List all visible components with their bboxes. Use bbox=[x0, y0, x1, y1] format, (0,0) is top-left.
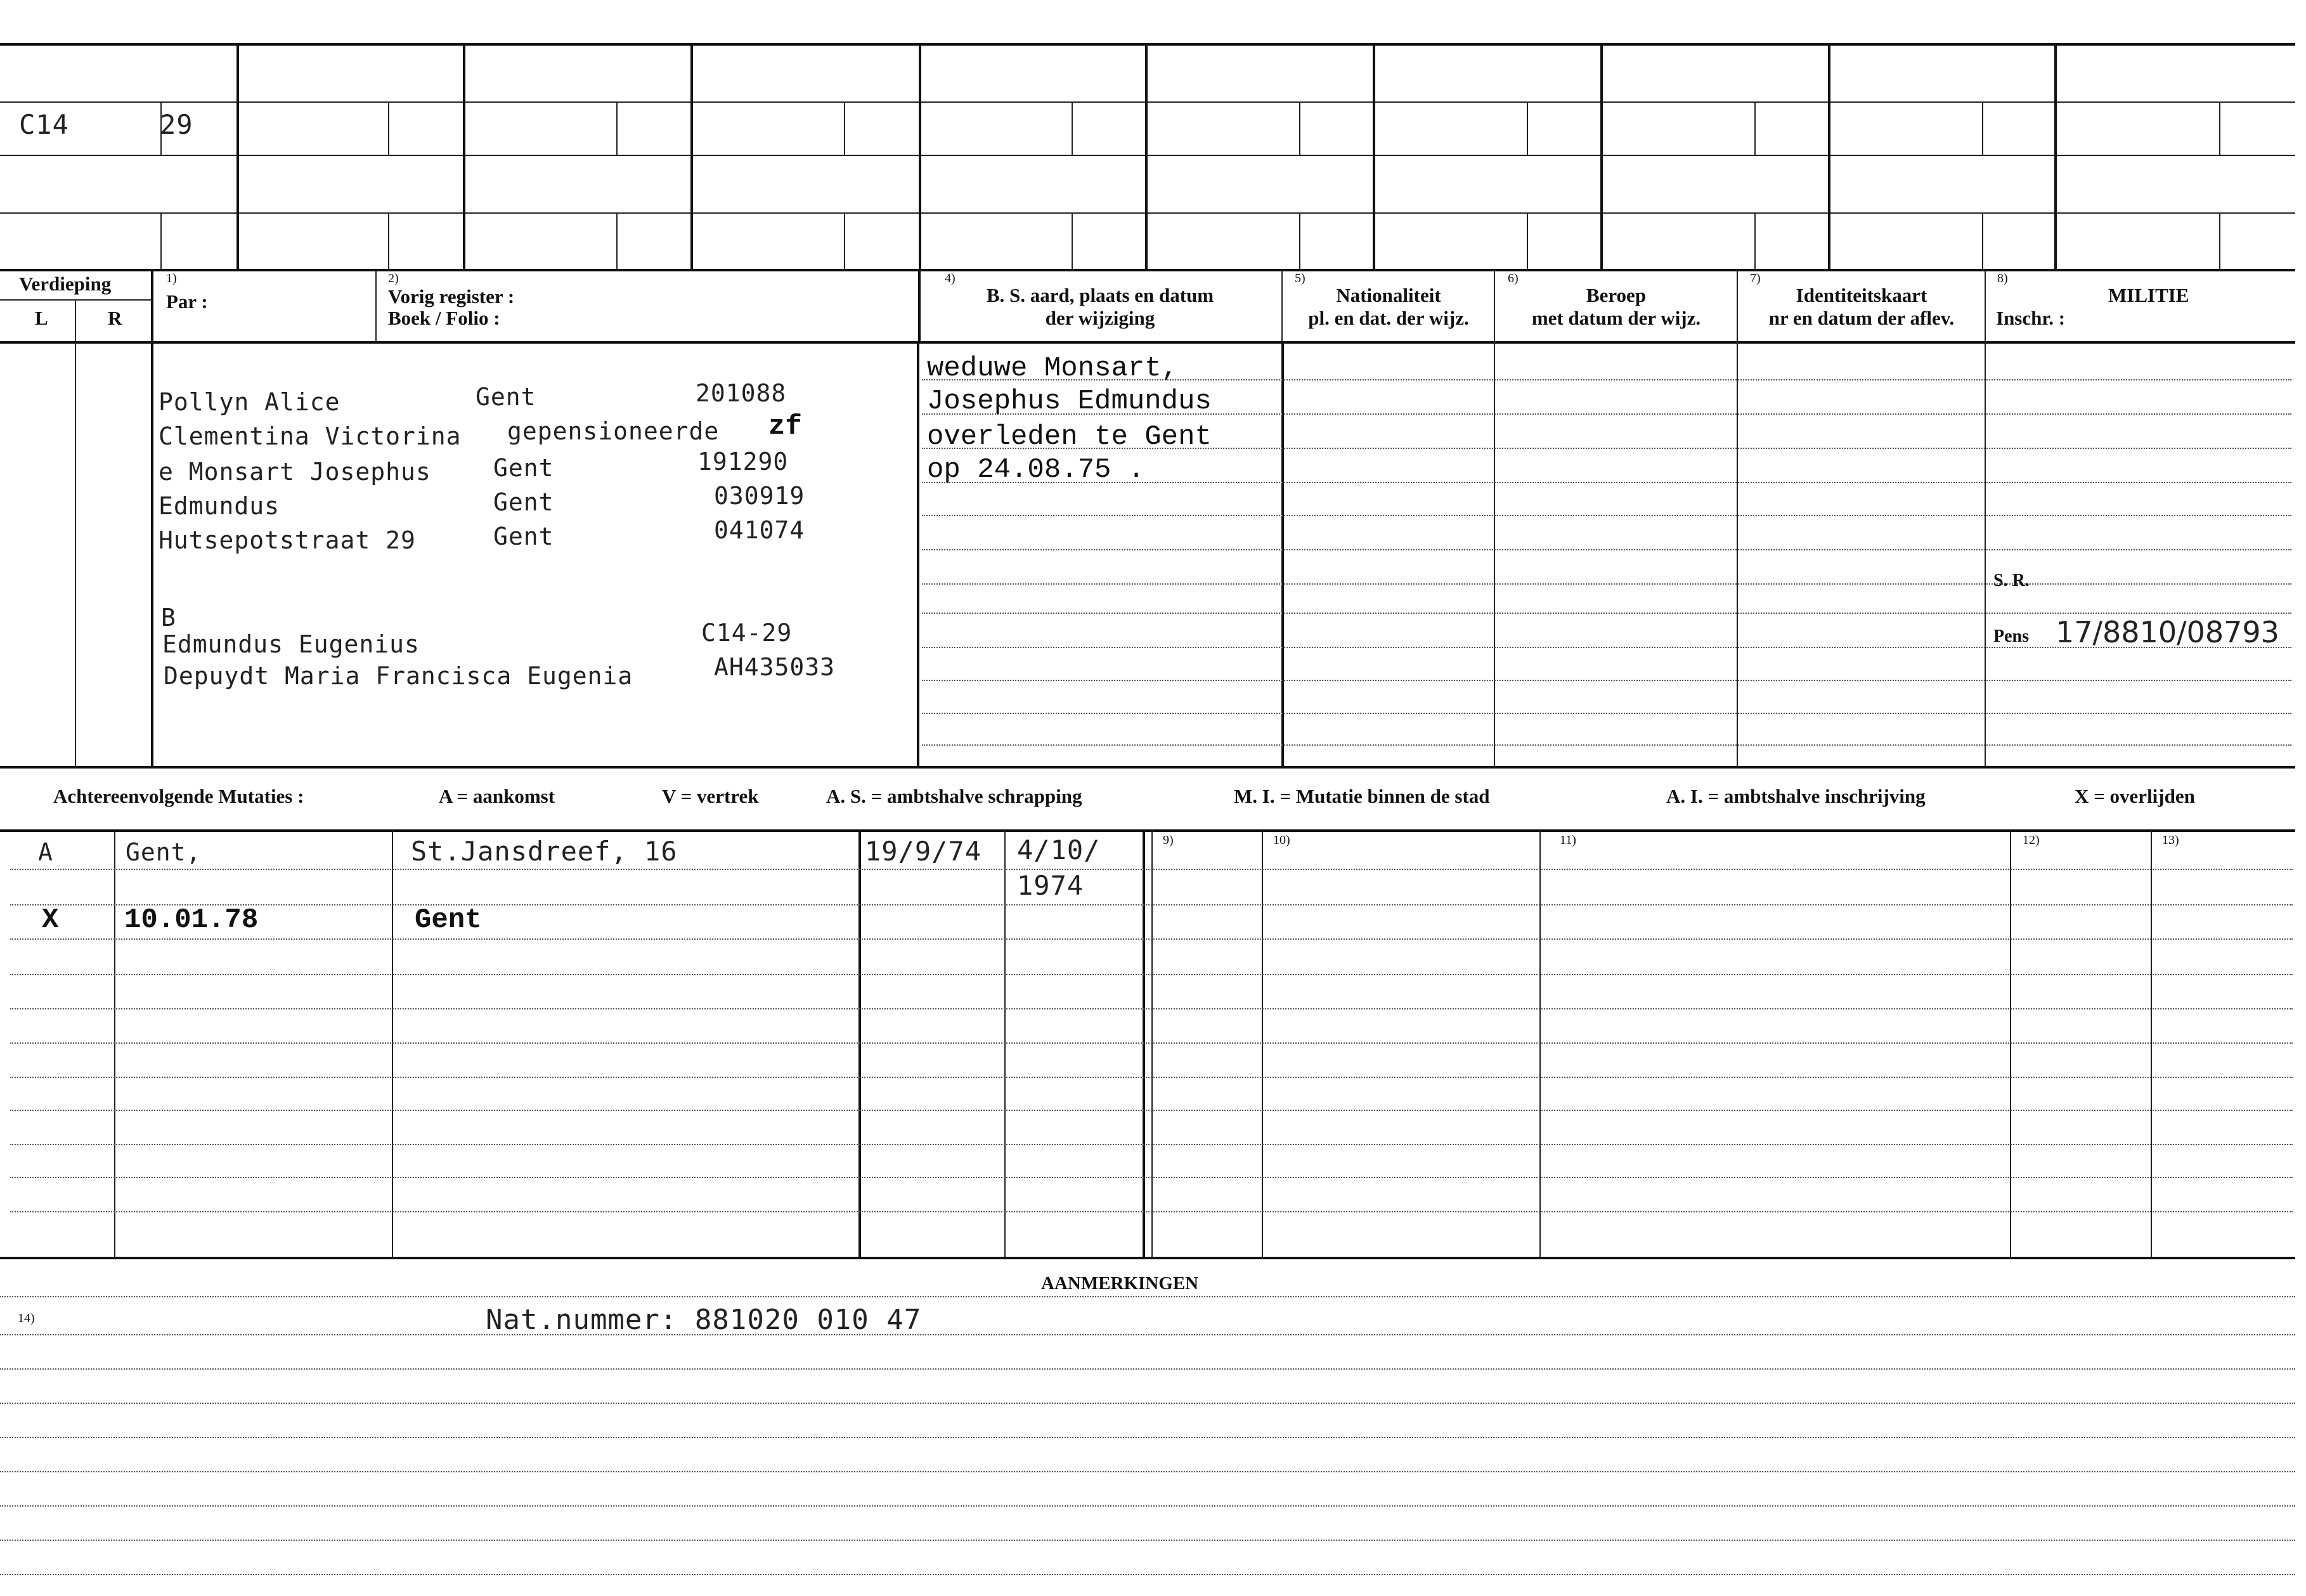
verdieping-label: Verdieping bbox=[19, 273, 112, 295]
person-birthdate: 201088 bbox=[696, 379, 787, 407]
section-b-partner-ref: AH435033 bbox=[714, 653, 836, 681]
mutation-address: St.Jansdreef, 16 bbox=[411, 836, 678, 867]
bs-entry-line3: overleden te Gent bbox=[927, 421, 1212, 453]
beroep-header-line1: Beroep bbox=[1586, 284, 1647, 306]
remarks-text: Nat.nummer: 881020 010 47 bbox=[486, 1304, 922, 1336]
mutation-date2b: 1974 bbox=[1017, 870, 1084, 901]
field-4-number: 4) bbox=[945, 271, 955, 285]
mutation-place: Gent bbox=[415, 904, 482, 936]
field-6-number: 6) bbox=[1508, 271, 1519, 285]
mut-col-10-number: 10) bbox=[1273, 833, 1290, 847]
legend-x: X = overlijden bbox=[2075, 785, 2195, 807]
militie-header: MILITIE bbox=[2108, 284, 2189, 306]
beroep-header bbox=[1496, 284, 1736, 330]
nat-header-line2: pl. en dat. der wijz. bbox=[1308, 307, 1469, 329]
vorig-register-label: Vorig register : bbox=[388, 285, 515, 308]
mutation-type: A bbox=[38, 838, 53, 866]
top-number: 29 bbox=[160, 109, 193, 140]
nationaliteit-header bbox=[1284, 284, 1493, 330]
bs-entry-line2: Josephus Edmundus bbox=[927, 386, 1212, 417]
spouse-line: e Monsart Josephus bbox=[159, 458, 431, 486]
person-name: Pollyn Alice bbox=[159, 388, 340, 416]
mut-col-11-number: 11) bbox=[1560, 833, 1576, 847]
legend-title: Achtereenvolgende Mutaties : bbox=[53, 785, 304, 807]
mutation-place: Gent, bbox=[126, 838, 202, 866]
inschr-label: Inschr. : bbox=[1996, 307, 2066, 329]
bs-entry-line1: weduwe Monsart, bbox=[927, 353, 1179, 384]
spouse-date: 030919 bbox=[714, 482, 805, 510]
pens-value: 17/8810/08793 bbox=[2056, 615, 2279, 649]
field-7-number: 7) bbox=[1750, 271, 1761, 285]
field-5-number: 5) bbox=[1295, 271, 1305, 285]
field-2-number: 2) bbox=[388, 271, 399, 285]
person-occupation: gepensioneerde bbox=[507, 417, 720, 445]
legend-as: A. S. = ambtshalve schrapping bbox=[826, 785, 1082, 807]
mut-col-9-number: 9) bbox=[1163, 833, 1174, 847]
remarks-field-number: 14) bbox=[18, 1311, 35, 1325]
section-b-ref: C14-29 bbox=[701, 619, 793, 647]
person-given-names: Clementina Victorina bbox=[159, 422, 462, 450]
beroep-header-line2: met datum der wijz. bbox=[1531, 307, 1701, 329]
legend-mi: M. I. = Mutatie binnen de stad bbox=[1234, 785, 1490, 807]
spouse-name-cont: Edmundus bbox=[159, 492, 280, 520]
person-status: zf bbox=[768, 411, 802, 443]
mutation-date1: 19/9/74 bbox=[865, 836, 982, 867]
spouse-birthplace: Gent bbox=[493, 454, 554, 482]
address-date: 041074 bbox=[714, 516, 805, 544]
legend-v: V = vertrek bbox=[662, 785, 759, 807]
address-line: Hutsepotstraat 29 bbox=[159, 526, 416, 554]
col-r-label: R bbox=[108, 307, 122, 329]
spouse-birthdate: 191290 bbox=[697, 448, 789, 476]
bs-header-line2: der wijziging bbox=[1045, 307, 1155, 329]
section-b-partner: Depuydt Maria Francisca Eugenia bbox=[164, 662, 633, 690]
address-city: Gent bbox=[493, 522, 554, 550]
spouse-place: Gent bbox=[493, 488, 554, 516]
legend-a: A = aankomst bbox=[439, 785, 555, 807]
section-b-marker: B bbox=[161, 604, 176, 632]
mut-col-12-number: 12) bbox=[2023, 833, 2040, 847]
par-label: Par : bbox=[166, 290, 208, 313]
pens-label: Pens bbox=[1993, 626, 2029, 646]
field-8-number: 8) bbox=[1997, 271, 2008, 285]
sr-label: S. R. bbox=[1993, 571, 2030, 590]
bs-entry-line4: op 24.08.75 . bbox=[927, 454, 1145, 486]
mutation-date2a: 4/10/ bbox=[1017, 834, 1101, 866]
bs-header-line1: B. S. aard, plaats en datum bbox=[986, 284, 1214, 306]
identiteitskaart-header bbox=[1739, 284, 1984, 330]
id-header-line2: nr en datum der aflev. bbox=[1768, 307, 1955, 329]
mutation-type: X bbox=[42, 904, 59, 936]
col-l-label: L bbox=[35, 307, 48, 329]
remarks-title: AANMERKINGEN bbox=[1041, 1273, 1199, 1294]
top-code: C14 bbox=[19, 109, 69, 140]
id-header-line1: Identiteitskaart bbox=[1796, 284, 1927, 306]
mutation-date: 10.01.78 bbox=[124, 904, 259, 936]
field-1-number: 1) bbox=[166, 271, 177, 285]
bs-header bbox=[923, 284, 1278, 330]
boek-folio-label: Boek / Folio : bbox=[388, 307, 500, 329]
section-b-name: Edmundus Eugenius bbox=[162, 630, 420, 658]
legend-ai: A. I. = ambtshalve inschrijving bbox=[1666, 785, 1926, 807]
person-birthplace: Gent bbox=[476, 383, 536, 411]
mut-col-13-number: 13) bbox=[2162, 833, 2179, 847]
nat-header-line1: Nationaliteit bbox=[1336, 284, 1441, 306]
